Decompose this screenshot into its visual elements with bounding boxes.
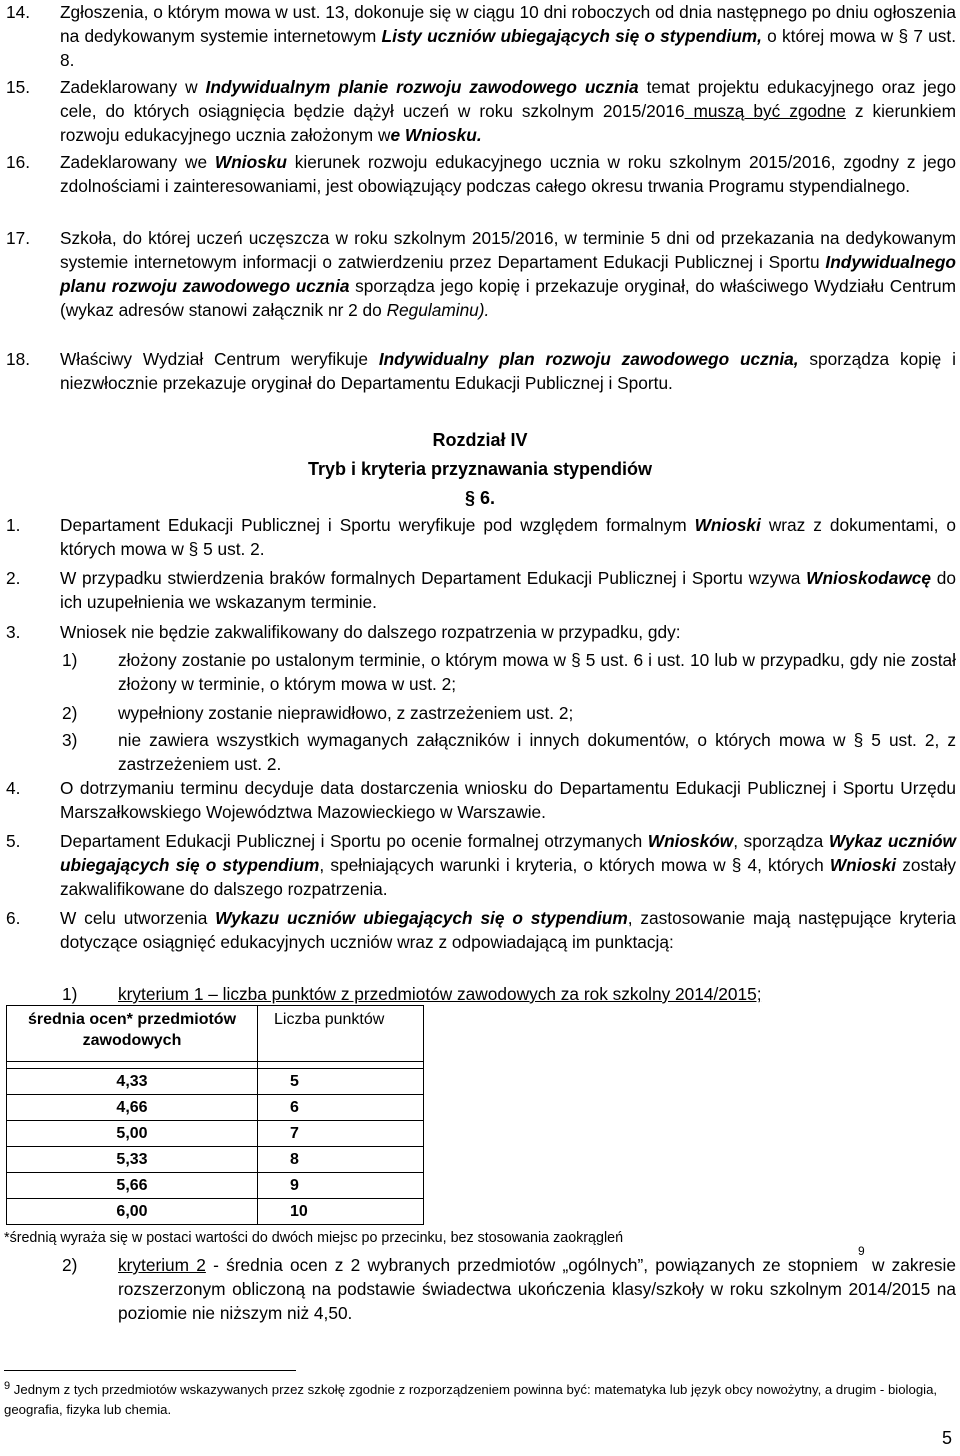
column-header-points: Liczba punktów [258,1006,424,1062]
paragraph-14: 14. Zgłoszenia, o którym mowa w ust. 13, dokonuje się w ciągu 10 dni roboczych od dnia następnego po dniu ogłoszenia na dedykowanym systemie internetowym Listy uczniów ubiegających się o stypendium, o której mowa w § 7 ust. 8. [6,2,956,70]
item-number: 3. [6,622,21,642]
section-6-item-3: 3. Wniosek nie będzie zakwalifikowany do dalszego rozpatrzenia w przypadku, gdy: [6,622,681,642]
section-6-item-2: 2. W przypadku stwierdzenia braków formalnych Departament Edukacji Publicznej i Sportu wzywa Wnioskodawcę do ich uzupełnienia we wskazanym terminie. [6,568,956,612]
criterion-2: 2) kryterium 2 - średnia ocen z 2 wybranych przedmiotów „ogólnych”, powiązanych ze stopniem$^9$ w zakresie rozszerzonym obliczoną na podstawie świadectwa ukończenia klasy/szkoły w roku szkolnym 2014/2015 na poziomie nie niższym niż 4,50. [62,1244,957,1323]
section-6-item-5: 5. Departament Edukacji Publicznej i Sportu po ocenie formalnej otrzymanych Wniosków, sporządza Wykaz uczniów ubiegających się o stypendium, spełniających warunki i kryteria, o których mowa w § 4, których Wnioski zostały zakwalifikowane do dalszego rozpatrzenia. [6,831,957,899]
column-header-average: średnia ocen* przedmiotów zawodowych [7,1006,258,1062]
paragraph-number: 14. [6,2,31,22]
sub-item-3: 3) nie zawiera wszystkich wymaganych załączników i innych dokumentów, o których mowa w § 5 ust. 2, z zastrzeżeniem ust. 2. [62,730,956,774]
points-table [6,1005,424,1225]
footnote-separator [4,1370,296,1371]
section-6-item-4: 4. O dotrzymaniu terminu decyduje data dostarczenia wniosku do Departamentu Edukacji Publicznej i Sportu Urzędu Marszałkowskiego Województwa Mazowieckiego w Warszawie. [6,778,956,822]
sub-item-1: 1) złożony zostanie po ustalonym terminie, o którym mowa w § 5 ust. 6 i ust. 10 lub w przypadku, gdy nie został złożony w terminie, o którym mowa w ust. 2; [62,650,956,694]
table-note: *średnią wyraża się w postaci wartości do dwóch miejsc po przecinku, bez stosowania zaokrągleń [4,1230,624,1246]
item-number: 2. [6,568,21,588]
item-number: 5. [6,831,21,851]
section-6-item-6: 6. W celu utworzenia Wykazu uczniów ubiegających się o stypendium, zastosowanie mają następujące kryteria dotyczące osiągnięć edukacyjnych uczniów wraz z odpowiadającą im punktacją: [6,908,956,952]
paragraph-number: 15. [6,77,31,97]
paragraph-number: 17. [6,228,31,248]
paragraph-15: 15. Zadeklarowany w Indywidualnym planie rozwoju zawodowego ucznia temat projektu edukacyjnego oraz jego cele, do których osiągnięcia będzie dążył uczeń w roku szkolnym 2015/2016 muszą być zgodne z kierunkiem rozwoju edukacyjnego ucznia założonym we Wniosku. [6,77,956,145]
paragraph-16: 16. Zadeklarowany we Wniosku kierunek rozwoju edukacyjnego ucznia w roku szkolnym 2015/2016, zgodny z jego zdolnościami i zainteresowaniami, jest obowiązujący podczas całego okresu trwania Programu stypendialnego. [6,152,956,196]
footnote: $^9$ Jednym z tych przedmiotów wskazywanych przez szkołę zgodnie z rozporządzeniem powinna być: matematyka lub język obcy nowożytny, a drugim - biologia, geografia, fizyka lub chemia. [4,1380,938,1417]
item-number: 1. [6,515,21,535]
table-row: 6,00 10 [7,1199,424,1225]
table-row: 5,66 9 [7,1173,424,1199]
item-number: 6. [6,908,21,928]
paragraph-17: 17. Szkoła, do której uczeń uczęszcza w roku szkolnym 2015/2016, w terminie 5 dni od przekazania na dedykowanym systemie internetowym informacji o zatwierdzeniu przez Departament Edukacji Publicznej i Sportu Indywidualnego planu rozwoju zawodowego ucznia sporządza jego kopię i przekazuje oryginał, do właściwego Wydziału Centrum (wykaz adresów stanowi załącznik nr 2 do Regulaminu). [6,228,956,320]
page-number: 5 [941,1428,952,1448]
section-heading: § 6. [464,488,496,508]
footnote-reference: 9 [858,1244,865,1258]
item-number: 4. [6,778,21,798]
chapter-title: Rozdział IV [432,430,528,450]
paragraph-number: 18. [6,349,31,369]
sub-item-2: 2) wypełniony zostanie nieprawidłowo, z zastrzeżeniem ust. 2; [62,703,574,723]
table-row: 5,00 7 [7,1121,424,1147]
table-row: 4,66 6 [7,1095,424,1121]
table-row: 5,33 8 [7,1147,424,1173]
table-row: 4,33 5 [7,1069,424,1095]
paragraph-number: 16. [6,152,31,172]
section-6-item-1: 1. Departament Edukacji Publicznej i Sportu weryfikuje pod względem formalnym Wnioski wraz z dokumentami, o których mowa w § 5 ust. 2. [6,515,956,559]
paragraph-18: 18. Właściwy Wydział Centrum weryfikuje Indywidualny plan rozwoju zawodowego ucznia, sporządza kopię i niezwłocznie przekazuje oryginał do Departamentu Edukacji Publicznej i Sportu. [6,349,956,393]
table-header-row [7,1006,424,1062]
criterion-1: 1) kryterium 1 – liczba punktów z przedmiotów zawodowych za rok szkolny 2014/2015; [62,984,762,1004]
chapter-subtitle: Tryb i kryteria przyznawania stypendiów [307,459,653,479]
